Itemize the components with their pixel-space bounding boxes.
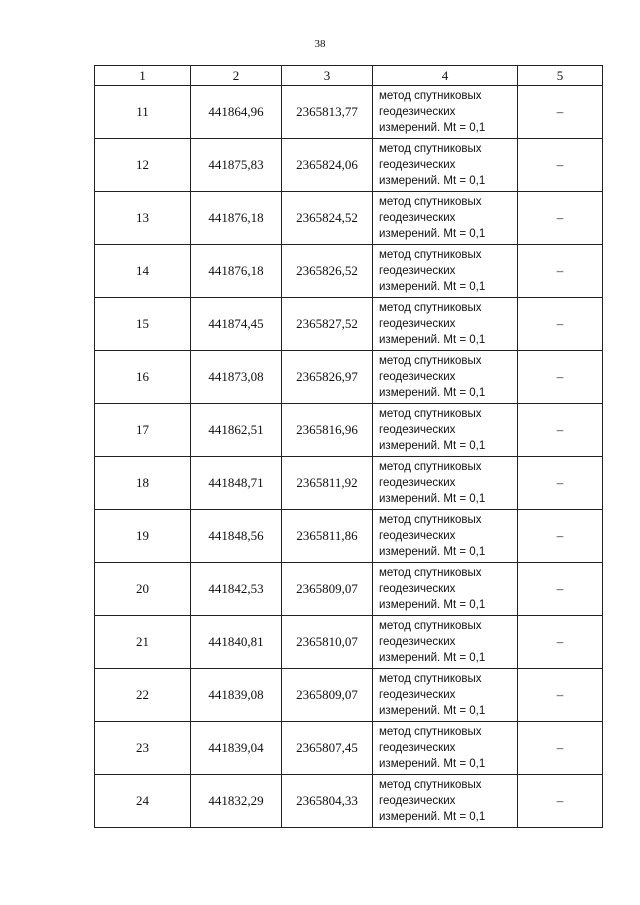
method-line: геодезических [379, 212, 456, 224]
table-row [95, 351, 603, 404]
method-line: измерений. Mt = 0,1 [379, 228, 486, 240]
table-row [95, 616, 603, 669]
method-line: измерений. Mt = 0,1 [379, 599, 486, 611]
method-line: метод спутниковых [379, 620, 482, 632]
table-row [95, 86, 603, 139]
method-line: измерений. Mt = 0,1 [379, 175, 486, 187]
method-line: геодезических [379, 636, 456, 648]
point-number-cell: 15 [95, 298, 191, 351]
method-line: измерений. Mt = 0,1 [379, 387, 486, 399]
header-col-4: 4 [373, 66, 518, 86]
page-number: 38 [314, 38, 326, 50]
table-row [95, 510, 603, 563]
y-coordinate-cell: 2365816,96 [282, 404, 373, 457]
note-cell: – [518, 669, 603, 722]
x-coordinate-cell: 441839,08 [191, 669, 282, 722]
note-cell: – [518, 298, 603, 351]
method-cell [373, 192, 518, 245]
table-row [95, 192, 603, 245]
table-body [95, 86, 603, 828]
method-cell [373, 775, 518, 828]
point-number-cell: 13 [95, 192, 191, 245]
method-line: измерений. Mt = 0,1 [379, 811, 486, 823]
method-cell [373, 86, 518, 139]
note-cell: – [518, 139, 603, 192]
y-coordinate-cell: 2365810,07 [282, 616, 373, 669]
note-cell: – [518, 351, 603, 404]
table-row [95, 245, 603, 298]
method-line: геодезических [379, 424, 456, 436]
method-line: геодезических [379, 583, 456, 595]
x-coordinate-cell: 441848,71 [191, 457, 282, 510]
method-cell [373, 404, 518, 457]
x-coordinate-cell: 441842,53 [191, 563, 282, 616]
point-number-cell: 11 [95, 86, 191, 139]
method-line: измерений. Mt = 0,1 [379, 546, 486, 558]
method-line: геодезических [379, 371, 456, 383]
note-cell: – [518, 510, 603, 563]
table-row [95, 457, 603, 510]
note-cell: – [518, 775, 603, 828]
method-line: метод спутниковых [379, 514, 482, 526]
method-cell [373, 457, 518, 510]
method-line: геодезических [379, 742, 456, 754]
note-cell: – [518, 722, 603, 775]
method-line: измерений. Mt = 0,1 [379, 758, 486, 770]
method-line: геодезических [379, 106, 456, 118]
note-cell: – [518, 404, 603, 457]
table-header [95, 66, 603, 86]
method-line: измерений. Mt = 0,1 [379, 652, 486, 664]
header-row [95, 66, 603, 86]
method-line: геодезических [379, 265, 456, 277]
table-row [95, 669, 603, 722]
y-coordinate-cell: 2365826,52 [282, 245, 373, 298]
x-coordinate-cell: 441876,18 [191, 192, 282, 245]
method-line: метод спутниковых [379, 143, 482, 155]
point-number-cell: 21 [95, 616, 191, 669]
method-line: метод спутниковых [379, 302, 482, 314]
method-cell [373, 563, 518, 616]
method-cell [373, 139, 518, 192]
method-line: измерений. Mt = 0,1 [379, 493, 486, 505]
method-line: геодезических [379, 477, 456, 489]
method-line: метод спутниковых [379, 461, 482, 473]
point-number-cell: 12 [95, 139, 191, 192]
method-line: метод спутниковых [379, 408, 482, 420]
x-coordinate-cell: 441839,04 [191, 722, 282, 775]
y-coordinate-cell: 2365811,86 [282, 510, 373, 563]
method-cell [373, 669, 518, 722]
header-col-2: 2 [191, 66, 282, 86]
x-coordinate-cell: 441840,81 [191, 616, 282, 669]
y-coordinate-cell: 2365826,97 [282, 351, 373, 404]
y-coordinate-cell: 2365809,07 [282, 669, 373, 722]
note-cell: – [518, 457, 603, 510]
method-line: метод спутниковых [379, 673, 482, 685]
method-line: геодезических [379, 689, 456, 701]
x-coordinate-cell: 441864,96 [191, 86, 282, 139]
method-line: метод спутниковых [379, 355, 482, 367]
x-coordinate-cell: 441874,45 [191, 298, 282, 351]
table-row [95, 139, 603, 192]
method-cell [373, 351, 518, 404]
y-coordinate-cell: 2365804,33 [282, 775, 373, 828]
point-number-cell: 19 [95, 510, 191, 563]
y-coordinate-cell: 2365824,52 [282, 192, 373, 245]
x-coordinate-cell: 441875,83 [191, 139, 282, 192]
method-line: метод спутниковых [379, 249, 482, 261]
y-coordinate-cell: 2365813,77 [282, 86, 373, 139]
method-line: измерений. Mt = 0,1 [379, 334, 486, 346]
y-coordinate-cell: 2365807,45 [282, 722, 373, 775]
method-line: измерений. Mt = 0,1 [379, 705, 486, 717]
note-cell: – [518, 616, 603, 669]
y-coordinate-cell: 2365827,52 [282, 298, 373, 351]
note-cell: – [518, 86, 603, 139]
method-cell [373, 298, 518, 351]
table-row [95, 563, 603, 616]
method-cell [373, 245, 518, 298]
method-line: геодезических [379, 159, 456, 171]
x-coordinate-cell: 441876,18 [191, 245, 282, 298]
method-line: метод спутниковых [379, 567, 482, 579]
note-cell: – [518, 563, 603, 616]
table-row [95, 722, 603, 775]
note-cell: – [518, 245, 603, 298]
point-number-cell: 24 [95, 775, 191, 828]
point-number-cell: 22 [95, 669, 191, 722]
method-line: геодезических [379, 318, 456, 330]
x-coordinate-cell: 441848,56 [191, 510, 282, 563]
method-cell [373, 616, 518, 669]
header-col-3: 3 [282, 66, 373, 86]
x-coordinate-cell: 441862,51 [191, 404, 282, 457]
note-cell: – [518, 192, 603, 245]
table-row [95, 404, 603, 457]
method-line: метод спутниковых [379, 779, 482, 791]
method-line: метод спутниковых [379, 726, 482, 738]
x-coordinate-cell: 441873,08 [191, 351, 282, 404]
method-line: измерений. Mt = 0,1 [379, 440, 486, 452]
point-number-cell: 17 [95, 404, 191, 457]
method-line: геодезических [379, 530, 456, 542]
x-coordinate-cell: 441832,29 [191, 775, 282, 828]
method-line: измерений. Mt = 0,1 [379, 281, 486, 293]
point-number-cell: 16 [95, 351, 191, 404]
point-number-cell: 18 [95, 457, 191, 510]
method-cell [373, 722, 518, 775]
point-number-cell: 14 [95, 245, 191, 298]
header-col-1: 1 [95, 66, 191, 86]
method-line: метод спутниковых [379, 196, 482, 208]
method-line: геодезических [379, 795, 456, 807]
table-row [95, 775, 603, 828]
coordinates-table [94, 65, 603, 828]
y-coordinate-cell: 2365824,06 [282, 139, 373, 192]
y-coordinate-cell: 2365809,07 [282, 563, 373, 616]
header-col-5: 5 [518, 66, 603, 86]
point-number-cell: 23 [95, 722, 191, 775]
table-row [95, 298, 603, 351]
method-line: метод спутниковых [379, 90, 482, 102]
method-cell [373, 510, 518, 563]
y-coordinate-cell: 2365811,92 [282, 457, 373, 510]
point-number-cell: 20 [95, 563, 191, 616]
method-line: измерений. Mt = 0,1 [379, 122, 486, 134]
